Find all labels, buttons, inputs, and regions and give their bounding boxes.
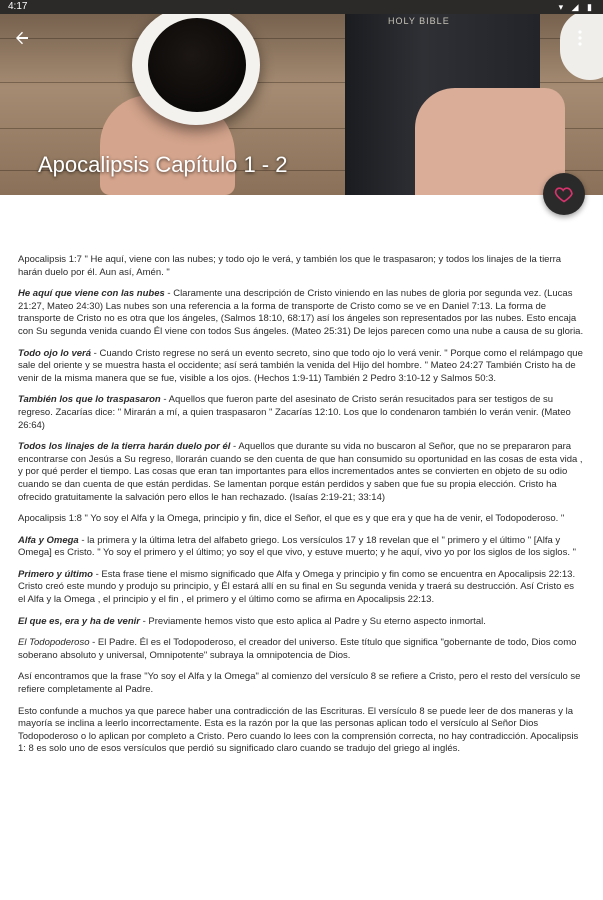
status-icons: ▾ ◢ ▮ [558, 2, 595, 12]
coffee [148, 18, 246, 112]
paragraph-body: Así encontramos que la frase "Yo soy el Alfa y la Omega" al comienzo del versículo 8 se refiere a Cristo, pero el resto del versículo se refiere completamente al Padre. [18, 671, 581, 696]
paragraph-body: - Esta frase tiene el mismo significado que Alfa y Omega y principio y fin como se encuentra en Apocalipsis 22:13. Cristo creó este mundo y produjo su principio, y Él estará allí en su final en Su segunda venida y traerá su destrucción. Así Cristo es el Alfa y la Omega , el principio y el fin , el primero y el último como se afirma en Apocalipsis 22:13. [18, 568, 576, 606]
bible-cover-text: HOLY BIBLE [388, 16, 450, 26]
paragraph-body: - El Padre. Él es el Todopoderoso, el creador del universo. Este título que significa "gobernante de todo, Dios como soberano absoluto y universal, Omnipotente" subraya la omnipotencia de Dios. [18, 637, 577, 661]
paragraph-lead: Primero y último [18, 568, 93, 580]
paragraph-lead: Todo ojo lo verá [18, 347, 92, 359]
paragraph-lead: El Todopoderoso [18, 637, 90, 649]
paragraph-lead: Todos los linajes de la tierra harán duelo por él [18, 441, 231, 453]
paragraph-lead: He aquí que viene con las nubes [18, 288, 165, 300]
paragraph-body: - Previamente hemos visto que esto aplica al Padre y Su eterno aspecto inmortal. [139, 615, 486, 627]
hand-on-bible [415, 88, 565, 195]
heart-outline-icon [554, 184, 574, 204]
paragraph-lead: El que es, era y ha de venir [18, 615, 140, 627]
status-bar [0, 0, 603, 14]
paragraph [18, 394, 584, 432]
paragraph [18, 706, 584, 756]
paragraph-body: Apocalipsis 1:7 " He aquí, viene con las nubes; y todo ojo le verá, y también los que le traspasaron; y todos los linajes de la tierra harán duelo por él. Aun así, Amén. " [18, 254, 562, 278]
paragraph-body: - la primera y la última letra del alfabeto griego. Los versículos 17 y 18 revelan que el " primero y el último " [Alfa y Omega] es Cristo. " Yo soy el primero y el último; yo soy el que vivo, y estuve muerto; y he aquí, vivo yo por los siglos de los siglos. " [18, 534, 576, 559]
paragraph-body: - Aquellos que durante su vida no buscaron al Señor, que no se prepararon para encontrarse con Jesús a Su regreso, llorarán cuando se den cuenta de que han consumido su oportunidad en las cosas de esta vida , y por qué perder el tiempo. Las cosas que eran tan importantes para ellos incrementados antes se convierten en objeto de su odio cuando se dan cuenta de que están perdidas. Se lamentan porque están perdidos y saben que fue su propia elección. Cristo ha ofrecido gratuitamente la salvación pero ellos le han rechazado. (Isaías 2:19-21; 33:14) [18, 441, 583, 503]
paragraph [18, 513, 584, 526]
paragraph-body: - Claramente una descripción de Cristo viniendo en las nubes de gloria por segunda vez. (Lucas 21:27, Mateo 24:30) Las nubes son una referencia a la forma de transporte de Cristo como se ve en Daniel 7:13. La forma de transporte de Cristo no es otra que los ángeles, (Salmos 18:10, 68:17) así los ángeles son representados por las nubes. Esto encaja con Su segunda venida cuando Él viene con todos Sus ángeles. (Mateo 25:31) De lejos parecen como una nube a causa de su gloria. [18, 288, 584, 337]
paragraph [18, 348, 584, 386]
paragraph-body: - Cuando Cristo regrese no será un evento secreto, sino que todo ojo lo verá venir. " Porque como el relámpago que sale del oriente y se muestra hasta el occidente; así será también la venida del Hijo del hombre. " Mateo 24:27 También Cristo ha de venir de la misma manera que se fue, visible a los ojos. (Hechos 1:9-11) También 2 Pedro 3:10-12 y Salmos 50:3. [18, 347, 583, 384]
paragraph [18, 637, 584, 662]
paragraph [18, 616, 584, 629]
more-vertical-icon[interactable] [570, 28, 590, 52]
paragraph-lead: También los que lo traspasaron [18, 394, 161, 406]
chapter-content [18, 254, 584, 765]
paragraph [18, 569, 584, 607]
paragraph-lead: Alfa y Omega [18, 534, 79, 546]
paragraph-body: Esto confunde a muchos ya que parece haber una contradicción de las Escrituras. El versículo 8 se puede leer de dos maneras y la mayoría se inclina a leerlo incorrectamente. Esta es la razón por la que las personas aplican todo el versículo al Señor Dios Todopoderoso o lo aplican por completo a Cristo. Pero cuando lo lees con la comprensión correcta, no hay contradicción. Apocalipsis 1: 8 es solo uno de esos versículos que perdió su significado claro cuando se tradujo del griego al inglés. [18, 705, 579, 755]
paragraph [18, 288, 584, 338]
paragraph [18, 441, 584, 504]
paragraph [18, 671, 584, 696]
status-time: 4:17 [8, 1, 28, 12]
favorite-button[interactable] [543, 173, 585, 215]
paragraph-body: Apocalipsis 1:8 " Yo soy el Alfa y la Omega, principio y fin, dice el Señor, el que es y que era y que ha de venir, el Todopoderoso. " [18, 513, 565, 525]
page-title: Apocalipsis Capítulo 1 - 2 [38, 152, 288, 177]
paragraph [18, 535, 584, 560]
arrow-back-icon[interactable] [14, 28, 42, 52]
paragraph [18, 254, 584, 279]
paragraph-body: - Aquellos que fueron parte del asesinato de Cristo serán resucitados para ser testigos de su regreso. Zacarías dice: " Mirarán a mí, a quien traspasaron " Zacarías 12:10. Los que lo condenaron también lo verán venir. (Mateo 26:64) [18, 394, 571, 431]
